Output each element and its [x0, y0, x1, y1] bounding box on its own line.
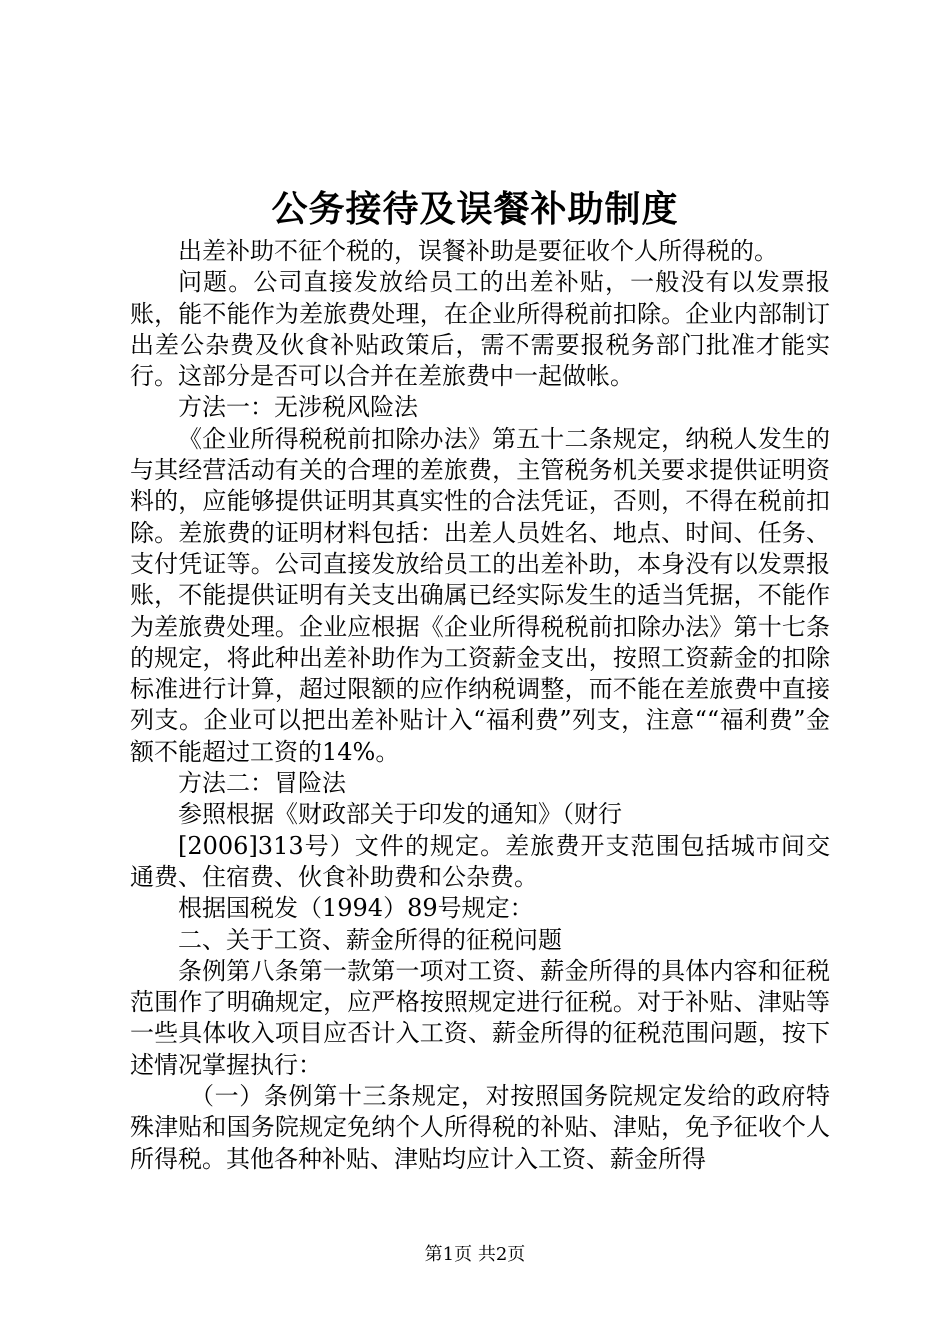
- paragraph-1: 出差补助不征个税的，误餐补助是要征收个人所得税的。: [178, 237, 778, 265]
- paragraph-8: 根据国税发（1994）89号规定：: [178, 894, 534, 923]
- paragraph-9: 二、关于工资、薪金所得的征税问题: [178, 925, 562, 954]
- paragraph-10: 条例第八条第一款第一项对工资、薪金所得的具体内容和征税范围作了明确规定，应严格按照规定进行征税。对于补贴、津贴等一些具体收入项目应否计入工资、薪金所得的征税范围问题，按下述情况掌握执行：: [130, 956, 830, 1079]
- page-footer: 第1页 共2页: [424, 1244, 526, 1265]
- paragraph-2: 问题。公司直接发放给员工的出差补贴，一般没有以发票报账，能不能作为差旅费处理，在企业所得税前扣除。企业内部制订出差公杂费及伙食补贴政策后，需不需要报税务部门批准才能实行。这部分是否可以合并在差旅费中一起做帐。: [130, 268, 830, 391]
- paragraph-6: 参照根据《财政部关于印发的通知》（财行: [178, 800, 622, 829]
- document-title: 公务接待及误餐补助制度: [271, 188, 679, 230]
- paragraph-4: 《企业所得税税前扣除办法》第五十二条规定，纳税人发生的与其经营活动有关的合理的差旅费，主管税务机关要求提供证明资料的，应能够提供证明其真实性的合法凭证，否则，不得在税前扣除。差旅费的证明材料包括：出差人员姓名、地点、时间、任务、支付凭证等。公司直接发放给员工的出差补助，本身没有以发票报账，不能提供证明有关支出确属已经实际发生的适当凭据，不能作为差旅费处理。企业应根据《企业所得税税前扣除办法》第十七条的规定，将此种出差补助作为工资薪金支出，按照工资薪金的扣除标准进行计算，超过限额的应作纳税调整，而不能在差旅费中直接列支。企业可以把出差补贴计入“福利费”列支，注意““福利费”金额不能超过工资的14%。: [130, 424, 830, 766]
- paragraph-11: （一）条例第十三条规定，对按照国务院规定发给的政府特殊津贴和国务院规定免纳个人所得税的补贴、津贴，免予征收个人所得税。其他各种补贴、津贴均应计入工资、薪金所得: [130, 1082, 830, 1173]
- document-body: [130, 236, 830, 1175]
- paragraph-5: 方法二：冒险法: [178, 769, 346, 798]
- paragraph-7: [2006]313号）文件的规定。差旅费开支范围包括城市间交通费、住宿费、伙食补助费和公杂费。: [130, 831, 830, 891]
- paragraph-3: 方法一：无涉税风险法: [178, 393, 418, 422]
